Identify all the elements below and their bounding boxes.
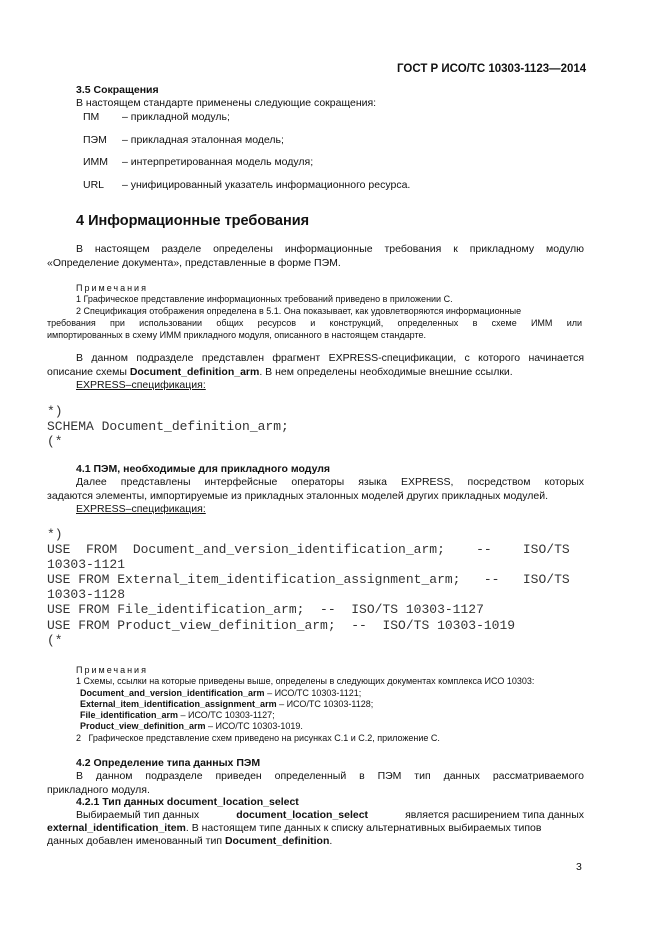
section-4-paragraph-line: В данном подразделе представлен фрагмент EXPRESS-спецификации, с которого начинается bbox=[76, 352, 584, 364]
section-4-2-1-paragraph-line bbox=[47, 834, 332, 848]
abbr-desc: – интерпретированная модель модуля; bbox=[122, 156, 314, 168]
section-4-2-title: 4.2 Определение типа данных ПЭМ bbox=[76, 757, 261, 769]
section-4-1-title: 4.1 ПЭМ, необходимые для прикладного модуля bbox=[76, 463, 331, 475]
section-4-paragraph-line bbox=[47, 365, 513, 379]
text-run: . bbox=[329, 835, 333, 847]
section-3-5-title: 3.5 Сокращения bbox=[76, 84, 159, 96]
abbr-code: ИММ bbox=[83, 156, 109, 168]
section-4-2-paragraph-line: В данном подразделе приведен определенный в ПЭМ тип данных рассматриваемого bbox=[76, 770, 584, 782]
section-4-paragraph-line: В настоящем разделе определены информационные требования к прикладному модулю bbox=[76, 243, 584, 255]
text-run: данных добавлен именованный тип bbox=[47, 835, 225, 847]
section-4-2-1-title: 4.2.1 Тип данных document_location_select bbox=[76, 796, 299, 808]
document-ref: – ИСО/ТС 10303-1128; bbox=[276, 699, 374, 709]
reference-line bbox=[80, 720, 303, 732]
note-text: 2 Спецификация отображения определена в 5.1. Она показывает, как удовлетворяются информационные bbox=[76, 306, 522, 316]
section-4-1-paragraph-line: задаются элементы, импортируемые из прикладных эталонных моделей других прикладных модулей. bbox=[47, 490, 549, 502]
section-3-5-intro: В настоящем стандарте применены следующие сокращения: bbox=[76, 97, 377, 109]
note-text: 1 Схемы, ссылки на которые приведены выше, определены в следующих документах комплекса ИСО 10303: bbox=[76, 676, 535, 686]
notes-label: Примечания bbox=[76, 283, 148, 293]
text-run: описание схемы bbox=[47, 366, 130, 378]
abbr-desc: – унифицированный указатель информационного ресурса. bbox=[122, 179, 411, 191]
schema-name: Product_view_definition_arm bbox=[80, 721, 206, 731]
schema-name: Document_and_version_identification_arm bbox=[80, 688, 265, 698]
page-number: 3 bbox=[576, 861, 582, 873]
schema-name: External_item_identification_assignment_arm bbox=[80, 699, 277, 709]
code-line: 10303-1128 bbox=[47, 587, 126, 602]
document-ref: – ИСО/ТС 10303-1121; bbox=[264, 688, 362, 698]
section-4-1-paragraph-line: Далее представлены интерфейсные операторы языка EXPRESS, посредством которых bbox=[76, 476, 584, 488]
code-line: *) bbox=[47, 404, 63, 419]
code-line: 10303-1121 bbox=[47, 557, 126, 572]
document-ref: – ИСО/ТС 10303-1019. bbox=[205, 721, 303, 731]
code-line: USE FROM External_item_identification_assignment_arm; -- ISO/TS bbox=[47, 572, 570, 587]
schema-name: File_identification_arm bbox=[80, 710, 179, 720]
code-line: *) bbox=[47, 527, 63, 542]
section-4-2-1-paragraph-line bbox=[76, 808, 584, 822]
express-spec-label: EXPRESS–спецификация: bbox=[76, 503, 206, 515]
abbr-desc: – прикладная эталонная модель; bbox=[122, 134, 284, 146]
text-run: . В настоящем типе данных к списку альтернативных выбираемых типов bbox=[185, 822, 542, 834]
abbr-code: ПЭМ bbox=[83, 134, 107, 146]
section-4-paragraph-line: «Определение документа», представленные в форме ПЭМ. bbox=[47, 257, 341, 269]
code-line: SCHEMA Document_definition_arm; bbox=[47, 419, 289, 434]
note-text: импортированных в схему ИММ прикладного модуля, описанного в настоящем стандарте. bbox=[47, 330, 426, 340]
abbr-code: ПМ bbox=[83, 111, 100, 123]
type-name: document_location_select bbox=[236, 809, 369, 821]
code-line: USE FROM File_identification_arm; -- ISO/TS 10303-1127 bbox=[47, 602, 484, 617]
document-header: ГОСТ Р ИСО/ТС 10303-1123—2014 bbox=[397, 63, 587, 75]
text-run: является расширением типа данных bbox=[405, 809, 584, 821]
note-text: требования при использовании общих ресурсов и конструкций, определенных в схеме ИММ или bbox=[47, 318, 582, 328]
abbr-desc: – прикладной модуль; bbox=[122, 111, 230, 123]
abbr-code: URL bbox=[83, 179, 105, 191]
type-name: external_identification_item bbox=[47, 822, 186, 834]
text-run: . В нем определены необходимые внешние ссылки. bbox=[259, 366, 513, 378]
code-line: (* bbox=[47, 633, 63, 648]
type-name: Document_definition bbox=[224, 835, 330, 847]
section-4-2-1-paragraph-line bbox=[47, 821, 541, 835]
section-4-title: 4 Информационные требования bbox=[76, 213, 310, 229]
express-spec-label: EXPRESS–спецификация: bbox=[76, 379, 206, 391]
code-line: (* bbox=[47, 434, 63, 449]
code-line: USE FROM Document_and_version_identification_arm; -- ISO/TS bbox=[47, 542, 570, 557]
section-4-2-paragraph-line: прикладного модуля. bbox=[47, 784, 150, 796]
text-run: Выбираемый тип данных bbox=[76, 809, 200, 821]
document-ref: – ИСО/ТС 10303-1127; bbox=[178, 710, 275, 720]
code-line: USE FROM Product_view_definition_arm; -- ISO/TS 10303-1019 bbox=[47, 618, 516, 633]
note-text: 2 Графическое представление схем приведено на рисунках С.1 и С.2, приложение С. bbox=[76, 733, 440, 743]
note-text: 1 Графическое представление информационных требований приведено в приложении С. bbox=[76, 294, 453, 304]
notes-label: Примечания bbox=[76, 665, 148, 675]
schema-name: Document_definition_arm bbox=[129, 366, 260, 378]
